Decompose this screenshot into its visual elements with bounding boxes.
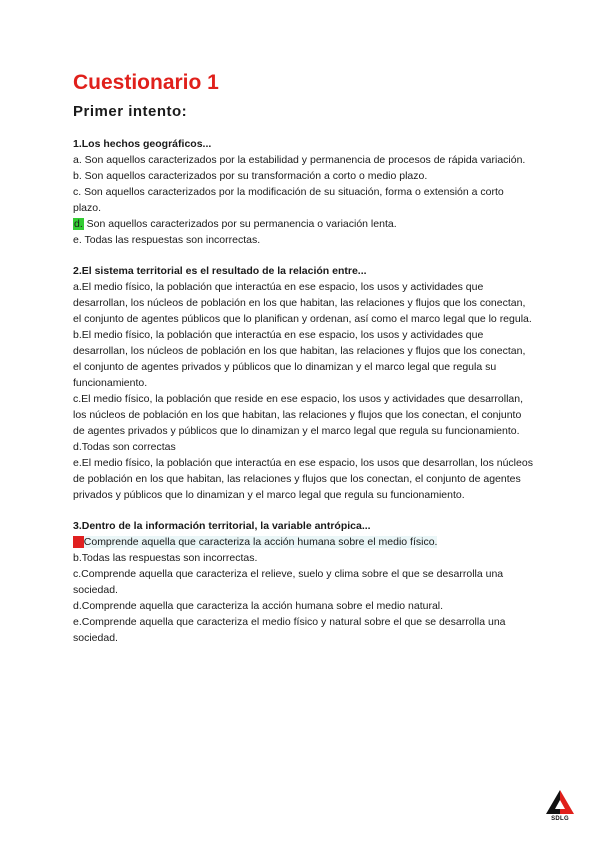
option-b: b.Todas las respuestas son incorrectas. xyxy=(73,552,258,564)
option-d xyxy=(73,216,533,232)
option-b: b. Son aquellos caracterizados por su transformación a corto o medio plazo. xyxy=(73,170,428,182)
question-text: 1.Los hechos geográficos... xyxy=(73,138,212,150)
option-text: Son aquellos caracterizados por su permanencia o variación lenta. xyxy=(83,218,397,230)
option-d: d.Todas son correctas xyxy=(73,441,176,453)
attempt-subtitle: Primer intento: xyxy=(73,103,188,120)
question-3 xyxy=(73,518,533,646)
logo-text: SDLG xyxy=(551,816,569,822)
logo-black-triangle xyxy=(546,790,560,814)
option-b: b.El medio físico, la población que interactúa en ese espacio, los usos y actividades que desarrollan, los núcleos de población en los que habitan, las relaciones y flujos que los conectan, el conjunto de agentes privados y públicos que lo dinamizan y el marco legal que regula su funcionamiento. xyxy=(73,329,526,389)
option-text: Comprende aquella que caracteriza la acción humana sobre el medio físico. xyxy=(83,536,438,548)
option-a xyxy=(73,534,533,550)
option-e: e.El medio físico, la población que interactúa en ese espacio, los usos que desarrollan, los núcleos de población en los que habitan, las relaciones y flujos que los conectan, el conjunto de agentes privados y públicos que lo dinamizan y el marco legal que regula su funcionamiento. xyxy=(73,457,533,501)
option-d: d.Comprende aquella que caracteriza la acción humana sobre el medio natural. xyxy=(73,600,444,612)
option-e: e.Comprende aquella que caracteriza el medio físico y natural sobre el que se desarrolla una sociedad. xyxy=(73,616,506,644)
document-page xyxy=(73,70,533,646)
option-a: a. Son aquellos caracterizados por la estabilidad y permanencia de procesos de rápida variación. xyxy=(73,154,526,166)
correct-answer-marker: d. xyxy=(74,218,83,230)
logo-red-triangle xyxy=(560,790,574,814)
question-text: 3.Dentro de la información territorial, la variable antrópica... xyxy=(73,520,371,532)
option-c: c.El medio físico, la población que reside en ese espacio, los usos y actividades que desarrollan, los núcleos de población en los que habitan, las relaciones y flujos que los conectan, el conjunto de agentes privados y públicos que lo dinamizan y el marco legal que regula su funcionamiento. xyxy=(73,393,524,437)
option-c: c.Comprende aquella que caracteriza el relieve, suelo y clima sobre el que se desarrolla una sociedad. xyxy=(73,568,504,596)
question-1 xyxy=(73,136,533,248)
question-2 xyxy=(73,263,533,503)
incorrect-answer-marker: a. xyxy=(74,536,83,548)
option-e: e. Todas las respuestas son incorrectas. xyxy=(73,234,261,246)
option-a: a.El medio físico, la población que interactúa en ese espacio, los usos y actividades que desarrollan, los núcleos de población en los que habitan, las relaciones y flujos que los conectan, el conjunto de agentes públicos que lo planifican y ordenan, así como el marco legal que lo regula. xyxy=(73,281,532,325)
question-text: 2.El sistema territorial es el resultado de la relación entre... xyxy=(73,265,367,277)
option-c: c. Son aquellos caracterizados por la modificación de su situación, forma o extensión a corto plazo. xyxy=(73,186,504,214)
page-title: Cuestionario 1 xyxy=(73,71,219,94)
